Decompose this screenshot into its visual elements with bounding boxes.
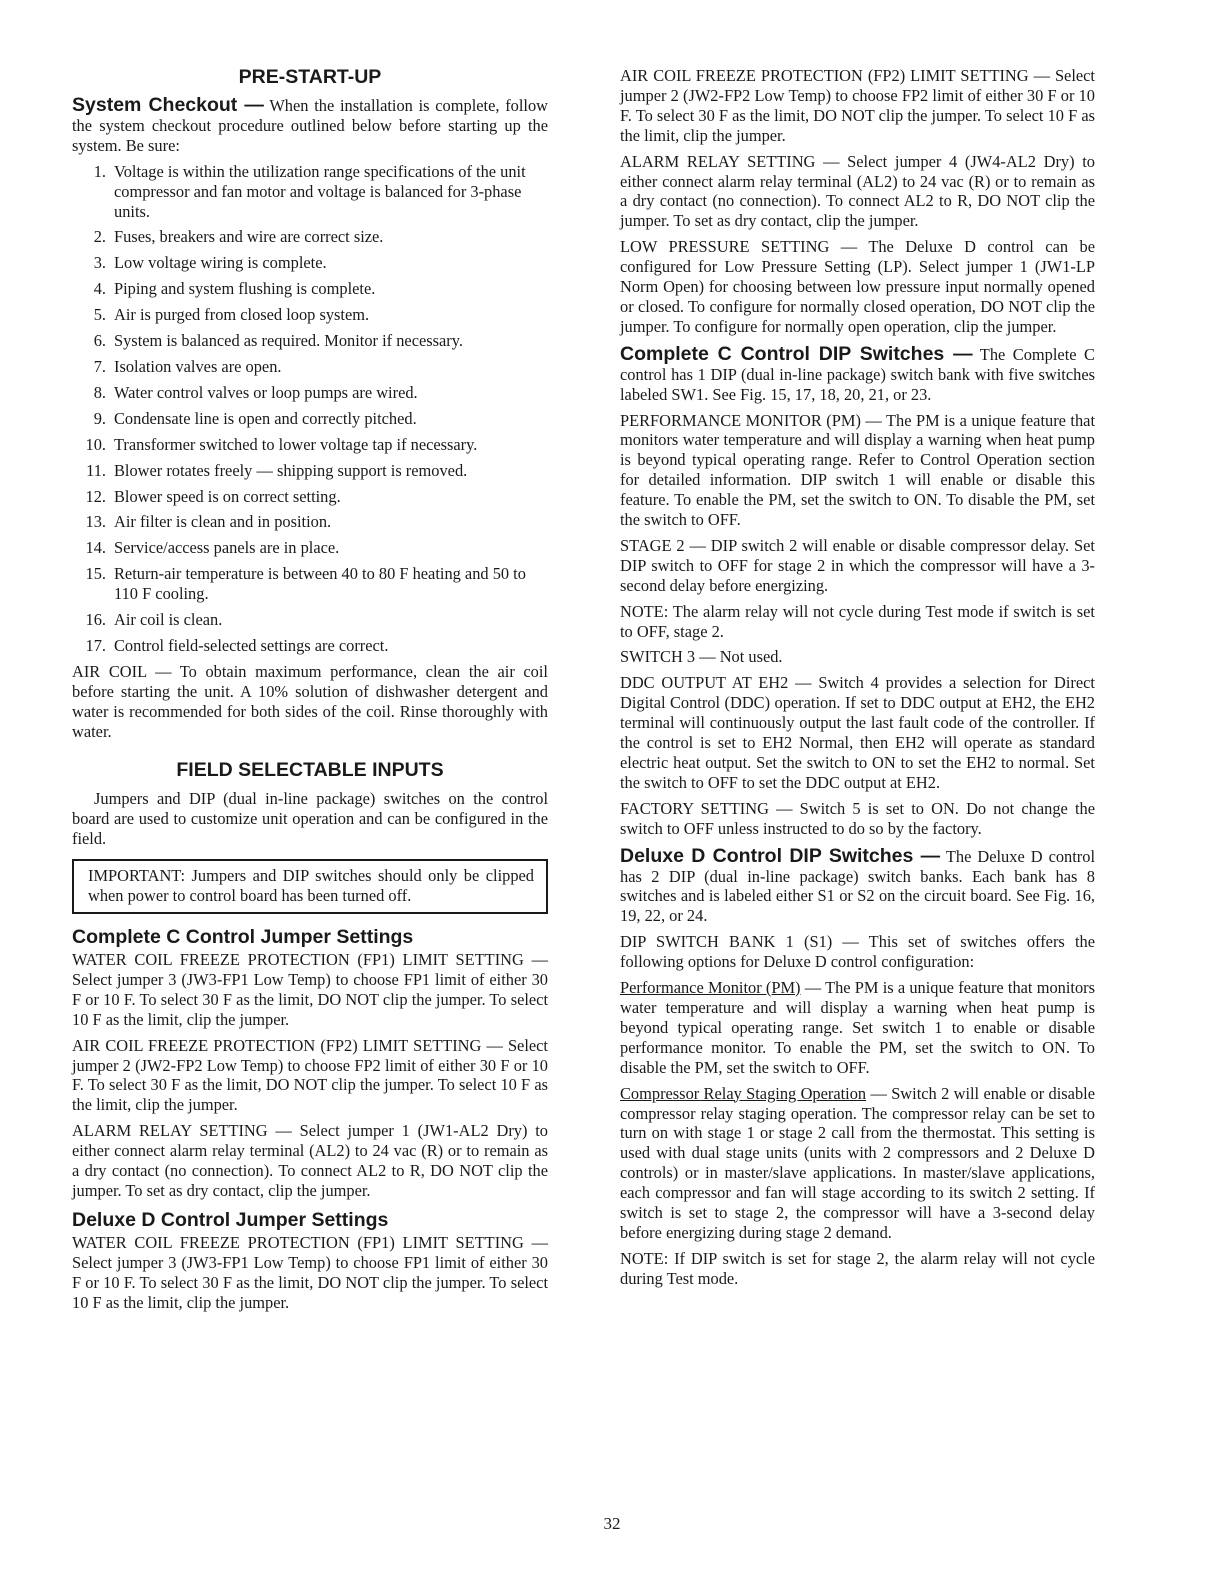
d-dip-paragraph (620, 844, 1096, 927)
list-item: 4. Piping and system flushing is complete. (93, 279, 376, 299)
perf-monitor-d-paragraph (620, 978, 1095, 1078)
c-jumper-heading: Complete C Control Jumper Settings (72, 926, 414, 948)
field-selectable-heading: FIELD SELECTABLE INPUTS (176, 759, 444, 782)
checkout-list (72, 162, 548, 656)
list-item: 12. Blower speed is on correct setting. (85, 486, 341, 506)
list-item: 17. Control field-selected settings are correct. (85, 635, 389, 655)
system-checkout-intro: When the installation is complete, follow the system checkout procedure outlined below before starting up the system. Be sure: (72, 96, 548, 155)
compressor-relay-text: — Switch 2 will enable or disable compressor relay staging operation. The compressor relay can be set to turn on with stage 1 or stage 2 call from the thermostat. This setting is used with dual stage units (units with 2 compressors and 2 Deluxe D controls) or in master/slave applications. In master/slave applications, each compressor and fan will stage according to its switch 2 setting. If switch is set to stage 2, the compressor will have a 3-second delay before energizing during stage 2 demand. (620, 1083, 1095, 1242)
list-item: 16. Air coil is clean. (85, 610, 223, 630)
list-item: 9. Condensate line is open and correctly pitched. (93, 408, 417, 428)
list-item: 10. Transformer switched to lower voltage tap if necessary. (85, 434, 478, 454)
right-column (620, 66, 1095, 1295)
d-dip-heading: Deluxe D Control DIP Switches — (620, 844, 941, 867)
d-jumper-heading: Deluxe D Control Jumper Settings (72, 1208, 389, 1231)
c-jumper-fp2-paragraph: AIR COIL FREEZE PROTECTION (FP2) LIMIT SETTING — Select jumper 2 (JW2-FP2 Low Temp) to choose FP2 limit of either 30 F or 10 F. To select 30 F as the limit, DO NOT clip the jumper. To select 10 F as the limit, clip the jumper. (72, 1035, 548, 1115)
list-item: 15. Return-air temperature is between 40 to 80 F heating and 50 to 110 F cooling. (85, 564, 526, 604)
list-item: 3. Low voltage wiring is complete. (93, 253, 327, 273)
important-notice-text: IMPORTANT: Jumpers and DIP switches should only be clipped when power to control board has been turned off. (88, 866, 534, 906)
final-note-paragraph: NOTE: If DIP switch is set for stage 2, the alarm relay will not cycle during Test mode. (620, 1248, 1095, 1288)
c-jumper-fp1-paragraph: WATER COIL FREEZE PROTECTION (FP1) LIMIT SETTING — Select jumper 3 (JW3-FP1 Low Temp) to choose FP1 limit of either 30 F or 10 F. To select 30 F as the limit, DO NOT clip the jumper. To select 10 F as the limit, clip the jumper. (72, 950, 548, 1029)
system-checkout-paragraph (72, 96, 548, 156)
ddc-output-paragraph: DDC OUTPUT AT EH2 — Switch 4 provides a selection for Direct Digital Control (DDC) operation. If set to DDC output at EH2, the EH2 terminal will continuously output the last fault code of the controller. If the control is set to EH2 Normal, then EH2 will operate as standard electric heat output. Set the switch to ON to set the EH2 to normal. Set the switch to OFF to set the DDC output at EH2. (620, 673, 1095, 792)
list-item: 14. Service/access panels are in place. (85, 538, 340, 558)
performance-monitor-paragraph: PERFORMANCE MONITOR (PM) — The PM is a unique feature that monitors water temperature and will display a warning when heat pump is beyond typical operating range. Refer to Control Operation section for detailed information. DIP switch 1 will enable or disable this feature. To enable the PM, set the switch to ON. To disable the PM, set the switch to OFF. (620, 410, 1095, 530)
perf-monitor-label: Performance Monitor (PM) (620, 978, 801, 998)
c-dip-paragraph (620, 342, 1095, 405)
page-number: 32 (603, 1514, 621, 1533)
c-dip-heading: Complete C Control DIP Switches — (620, 342, 973, 365)
perf-monitor-text: — The PM is a unique feature that monitors water temperature and will display a warning when heat pump is beyond typical operating range. Set switch 1 to enable or disable performance monitor. To enable the PM, set the switch to ON. To disable the PM, set the switch to OFF. (620, 978, 1095, 1077)
list-item: 6. System is balanced as required. Monitor if necessary. (93, 331, 463, 351)
field-intro-paragraph: Jumpers and DIP (dual in-line package) switches on the control board are used to customize unit operation and can be configured in the field. (72, 789, 548, 849)
compressor-relay-label: Compressor Relay Staging Operation (620, 1083, 867, 1103)
compressor-relay-paragraph (620, 1084, 1095, 1243)
list-item: 8. Water control valves or loop pumps are wired. (93, 382, 418, 402)
c-dip-intro: The Complete C control has 1 DIP (dual in-line package) switch bank with five switches labeled SW1. See Fig. 15, 17, 18, 20, 21, or 23. (620, 344, 1095, 404)
list-item: 2. Fuses, breakers and wire are correct size. (93, 227, 384, 247)
d-dip-intro: The Deluxe D control has 2 DIP (dual in-line package) switch banks. Each bank has 8 switches and is labeled either S1 or S2 on the circuit board. See Fig. 16, 19, 22, or 24. (620, 846, 1096, 926)
left-column (72, 66, 548, 1319)
c-jumper-alarm-paragraph: ALARM RELAY SETTING — Select jumper 1 (JW1-AL2 Dry) to either connect alarm relay terminal (AL2) to 24 vac (R) or to remain as a dry contact (no connection). To connect AL2 to R, DO NOT clip the jumper. To set as dry contact, clip the jumper. (72, 1121, 548, 1200)
stage-2-paragraph: STAGE 2 — DIP switch 2 will enable or disable compressor delay. Set DIP switch to OFF for stage 2 in which the compressor will have a 3-second delay before energizing. (620, 535, 1095, 595)
bank-1-paragraph: DIP SWITCH BANK 1 (S1) — This set of switches offers the following options for Deluxe D control configuration: (620, 932, 1095, 972)
important-notice-box (72, 859, 548, 914)
d-jumper-fp2-paragraph: AIR COIL FREEZE PROTECTION (FP2) LIMIT SETTING — Select jumper 2 (JW2-FP2 Low Temp) to choose FP2 limit of either 30 F or 10 F. To select 30 F as the limit, DO NOT clip the jumper. To select 10 F as the limit, clip the jumper. (620, 66, 1095, 145)
d-jumper-fp1-paragraph: WATER COIL FREEZE PROTECTION (FP1) LIMIT SETTING — Select jumper 3 (JW3-FP1 Low Temp) to choose FP1 limit of either 30 F or 10 F. To select 30 F as the limit, DO NOT clip the jumper. To select 10 F as the limit, clip the jumper. (72, 1232, 548, 1312)
list-item: 5. Air is purged from closed loop system. (93, 305, 370, 325)
switch-3-paragraph: SWITCH 3 — Not used. (620, 647, 783, 667)
list-item: 11. Blower rotates freely — shipping support is removed. (86, 460, 468, 480)
list-item: 1. Voltage is within the utilization range specifications of the unit compressor and fan motor and voltage is balanced for 3-phase units. (93, 161, 526, 221)
pre-start-up-heading: PRE-START-UP (238, 66, 382, 88)
alarm-note-paragraph: NOTE: The alarm relay will not cycle during Test mode if switch is set to OFF, stage 2. (620, 601, 1095, 641)
d-jumper-alarm-paragraph: ALARM RELAY SETTING — Select jumper 4 (JW4-AL2 Dry) to either connect alarm relay terminal (AL2) to 24 vac (R) or to remain as a dry contact (no connection). To connect AL2 to R, DO NOT clip the jumper. To set as dry contact, clip the jumper. (620, 151, 1095, 231)
factory-setting-paragraph: FACTORY SETTING — Switch 5 is set to ON. Do not change the switch to OFF unless instructed to do so by the factory. (620, 798, 1095, 838)
list-item: 7. Isolation valves are open. (93, 356, 282, 376)
system-checkout-heading: System Checkout — (72, 94, 264, 116)
list-item: 13. Air filter is clean and in position. (85, 512, 332, 532)
air-coil-paragraph: AIR COIL — To obtain maximum performance, clean the air coil before starting the unit. A 10% solution of dishwasher detergent and water is recommended for both sides of the coil. Rinse thoroughly with water. (72, 661, 548, 741)
d-jumper-low-pressure-paragraph: LOW PRESSURE SETTING — The Deluxe D control can be configured for Low Pressure Setting (LP). Select jumper 1 (JW1-LP Norm Open) for choosing between low pressure input normally opened or closed. To configure for normally closed operation, DO NOT clip the jumper. To configure for normally open operation, clip the jumper. (620, 237, 1095, 336)
